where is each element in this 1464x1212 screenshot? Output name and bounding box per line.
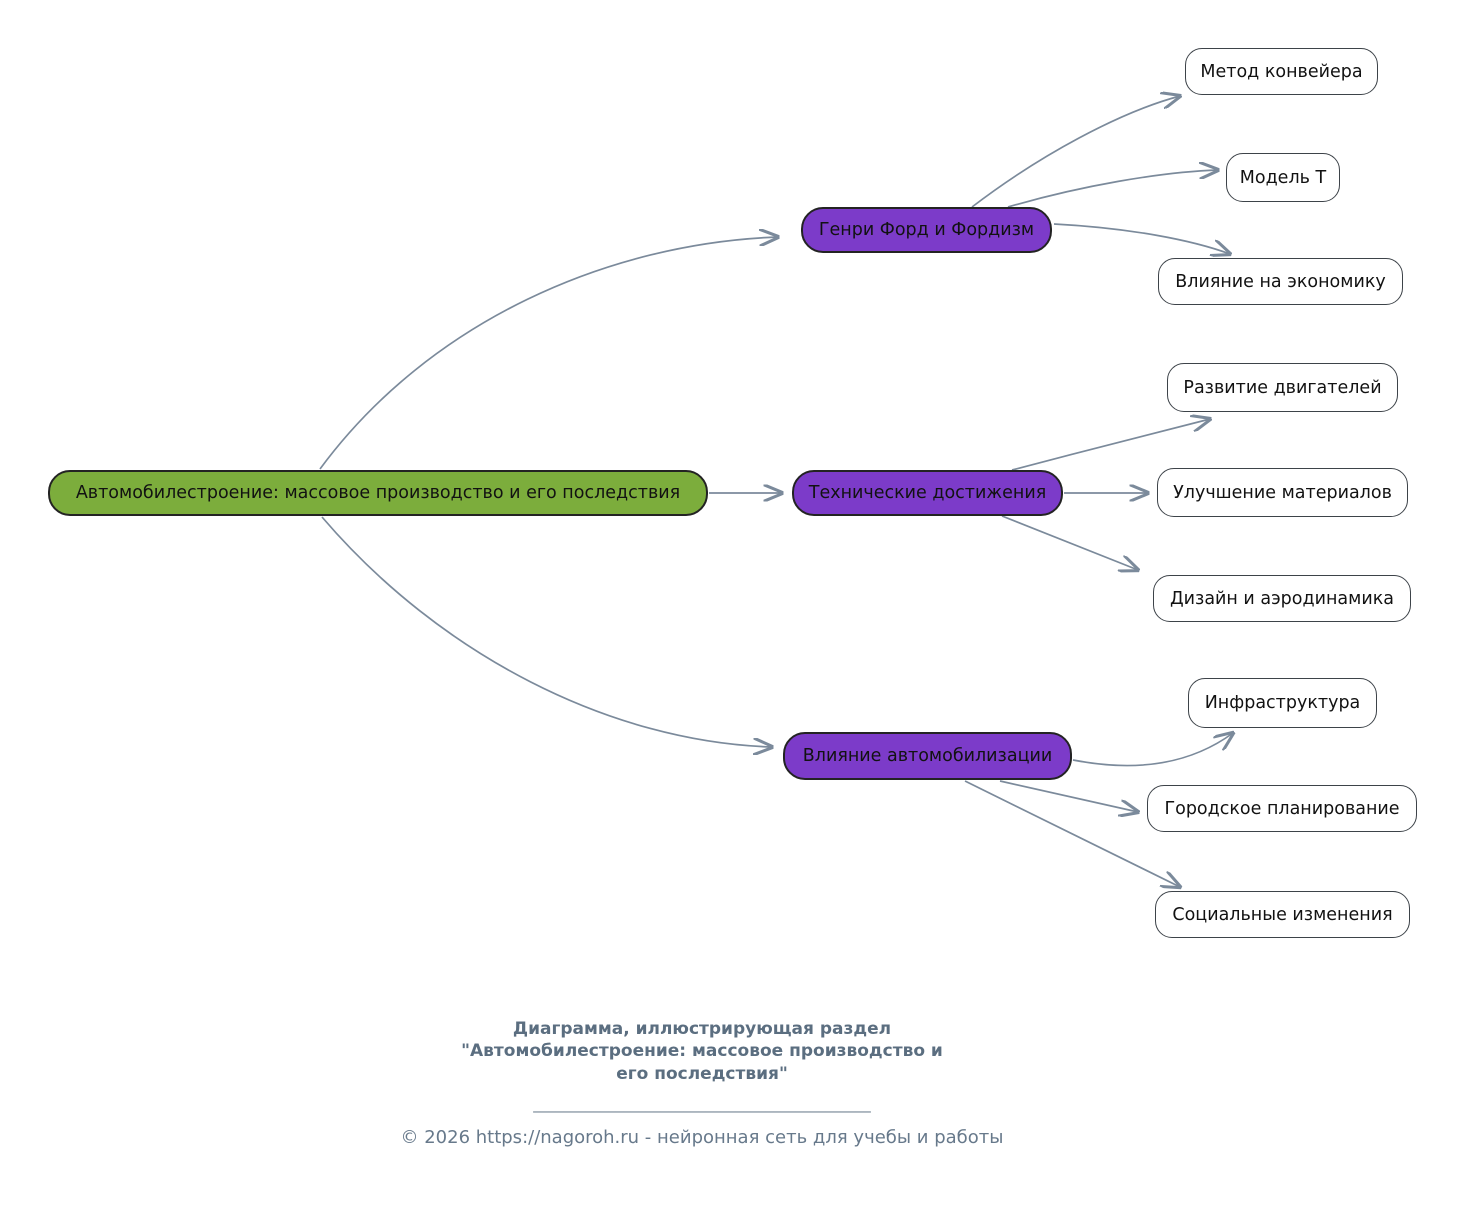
root-node [48,470,708,516]
leaf-node-label: Улучшение материалов [1173,482,1392,503]
leaf-node-model-t [1226,153,1340,202]
leaf-node-label: Влияние на экономику [1175,271,1386,292]
footer [352,1018,1052,1148]
footer-copyright: © 2026 https://nagoroh.ru - нейронная сеть для учебы и работы [400,1127,1004,1149]
edge-branch2-to-leaf6 [1002,516,1138,570]
edge-root-to-branch3 [322,517,772,747]
leaf-node-urban-planning [1147,785,1417,832]
footer-separator: _____________________________________________ [533,1095,871,1114]
leaf-node-material-improvement [1157,468,1408,517]
leaf-node-label: Социальные изменения [1172,904,1393,925]
leaf-node-economy-impact [1158,258,1403,305]
leaf-node-label: Модель Т [1239,167,1327,188]
leaf-node-label: Метод конвейера [1200,61,1363,82]
footer-caption-line3: его последствия" [616,1063,788,1084]
leaf-node-label: Развитие двигателей [1183,377,1382,398]
edge-root-to-branch1 [320,237,778,469]
edge-branch2-to-leaf4 [1012,419,1210,470]
edge-branch1-to-leaf2 [1008,170,1218,207]
root-node-label: Автомобилестроение: массовое производство и его последствия [75,483,681,503]
leaf-node-social-changes [1155,891,1410,938]
branch-node-label: Влияние автомобилизации [802,746,1053,766]
leaf-node-label: Инфраструктура [1204,693,1361,713]
leaf-node-engine-development [1167,363,1398,412]
footer-caption-line2: "Автомобилестроение: массовое производство и [461,1041,943,1062]
edge-branch3-to-leaf7 [1073,733,1233,766]
leaf-node-label: Дизайн и аэродинамика [1169,588,1395,609]
footer-caption [352,1018,1052,1085]
branch-node-label: Генри Форд и Фордизм [818,220,1035,240]
branch-node-ford [801,207,1052,253]
leaf-node-design-aerodynamics [1153,575,1411,622]
branch-node-label: Технические достижения [808,483,1047,503]
edge-branch1-to-leaf3 [1054,224,1230,254]
leaf-node-label: Городское планирование [1164,798,1400,819]
edge-branch3-to-leaf8 [1000,781,1138,812]
footer-caption-line1: Диаграмма, иллюстрирующая раздел [512,1019,892,1039]
leaf-node-infrastructure [1188,678,1377,728]
branch-node-technical [792,470,1063,516]
branch-node-motorization [783,732,1072,780]
leaf-node-conveyor-method [1185,48,1378,95]
